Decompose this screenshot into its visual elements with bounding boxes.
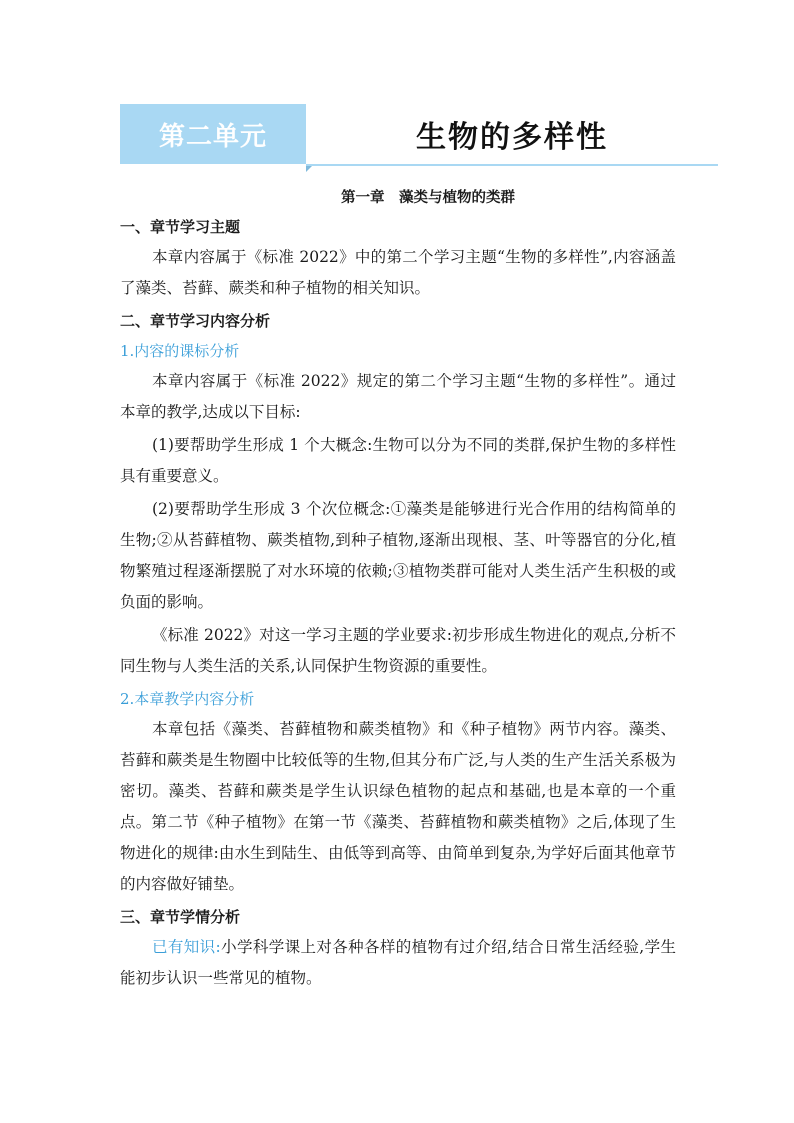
unit-banner (120, 104, 718, 166)
paragraph: (1)要帮助学生形成 1 个大概念:生物可以分为不同的类群,保护生物的多样性具有重要意义。 (120, 436, 676, 485)
paragraph (120, 932, 676, 994)
subsection-heading-2: 2.本章教学内容分析 (120, 690, 255, 708)
title-underline (306, 164, 718, 166)
prior-knowledge-label: 已有知识: (152, 938, 221, 956)
chapter-title: 第一章 藻类与植物的类群 (341, 189, 515, 206)
section-heading-2: 二、章节学习内容分析 (120, 312, 271, 330)
paragraph: 本章内容属于《标准 2022》规定的第二个学习主题“生物的多样性”。通过本章的教学,达成以下目标: (120, 372, 676, 421)
paragraph: (2)要帮助学生形成 3 个次位概念:①藻类是能够进行光合作用的结构简单的生物;②从苔藓植物、蕨类植物,到种子植物,逐渐出现根、茎、叶等器官的分化,植物繁殖过程逐渐摆脱了对水环境的依赖;③植物类群可能对人类生活产生积极的或负面的影响。 (120, 500, 676, 611)
paragraph: 本章内容属于《标准 2022》中的第二个学习主题“生物的多样性”,内容涵盖了藻类、苔藓、蕨类和种子植物的相关知识。 (120, 248, 676, 297)
section-heading-1: 一、章节学习主题 (120, 218, 241, 236)
document-body (120, 184, 676, 996)
paragraph: 本章包括《藻类、苔藓植物和蕨类植物》和《种子植物》两节内容。藻类、苔藓和蕨类是生物圈中比较低等的生物,但其分布广泛,与人类的生产生活关系极为密切。藻类、苔藓和蕨类是学生认识绿色植物的起点和基础,也是本章的一个重点。第二节《种子植物》在第一节《藻类、苔藓植物和蕨类植物》之后,体现了生物进化的规律:由水生到陆生、由低等到高等、由简单到复杂,为学好后面其他章节的内容做好铺垫。 (120, 720, 676, 893)
prior-knowledge-text: 小学科学课上对各种各样的植物有过介绍,结合日常生活经验,学生能初步认识一些常见的植物。 (120, 938, 676, 987)
unit-title: 生物的多样性 (416, 120, 608, 155)
unit-label: 第二单元 (120, 104, 306, 164)
paragraph: 《标准 2022》对这一学习主题的学业要求:初步形成生物进化的观点,分析不同生物与人类生活的关系,认同保护生物资源的重要性。 (120, 626, 676, 675)
section-heading-3: 三、章节学情分析 (120, 908, 241, 926)
subsection-heading-1: 1.内容的课标分析 (120, 342, 240, 360)
